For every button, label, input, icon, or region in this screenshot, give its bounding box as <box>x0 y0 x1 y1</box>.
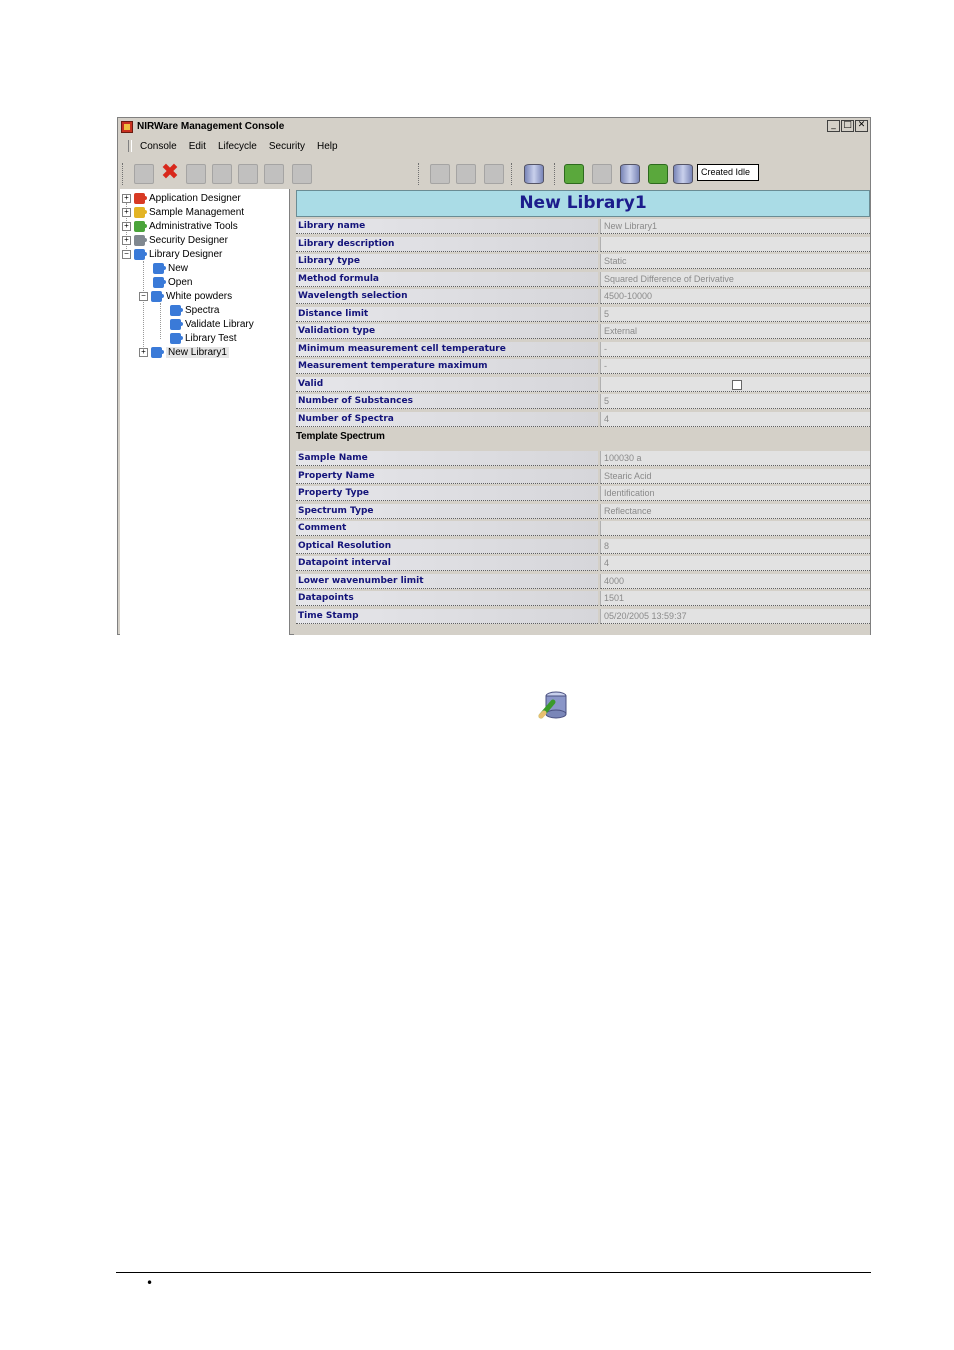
datapoint-interval-field[interactable]: 4 <box>600 556 870 571</box>
property-label: Library description <box>296 237 598 252</box>
menu-bar <box>118 138 870 154</box>
property-label: Property Type <box>296 486 598 501</box>
tree-item-application-designer[interactable] <box>122 191 241 205</box>
property-row <box>296 609 870 625</box>
property-label: Number of Substances <box>296 394 598 409</box>
minimize-button[interactable]: _ <box>827 120 840 132</box>
property-row <box>296 539 870 555</box>
property-label: Datapoints <box>296 591 598 606</box>
property-label: Measurement temperature maximum <box>296 359 598 374</box>
tree-item-validate-library[interactable] <box>170 317 254 331</box>
bullet-marker: • <box>146 1276 154 1290</box>
puzzle-icon <box>134 249 145 260</box>
time-stamp-field[interactable]: 05/20/2005 13:59:37 <box>600 609 870 624</box>
property-row <box>296 394 870 410</box>
expand-icon[interactable]: + <box>139 348 148 357</box>
property-label: Property Name <box>296 469 598 484</box>
property-label: Library type <box>296 254 598 269</box>
tree-item-open[interactable] <box>153 275 192 289</box>
puzzle-icon <box>170 319 181 330</box>
edit-library-icon[interactable] <box>564 164 584 184</box>
tree-line <box>160 303 161 339</box>
window-controls <box>827 120 868 132</box>
property-row <box>296 504 870 520</box>
min-cell-temperature-field[interactable]: - <box>600 342 870 357</box>
close-button[interactable]: ✕ <box>855 120 868 132</box>
puzzle-icon <box>153 263 164 274</box>
valid-checkbox[interactable] <box>732 380 742 390</box>
print-icon[interactable] <box>238 164 258 184</box>
status-indicator: Created Idle <box>697 164 759 181</box>
library-title: New Library1 <box>296 190 870 217</box>
edit-library-icon <box>538 690 570 720</box>
save-icon[interactable] <box>186 164 206 184</box>
property-label: Comment <box>296 521 598 536</box>
puzzle-icon <box>134 221 145 232</box>
tree-item-label: Open <box>168 276 193 288</box>
tree-item-label: New Library1 <box>168 346 227 358</box>
menu-help[interactable]: Help <box>316 140 338 152</box>
delete-icon[interactable]: ✖ <box>160 160 180 185</box>
cut-icon[interactable] <box>430 164 450 184</box>
tree-item-spectra[interactable] <box>170 303 219 317</box>
open-icon[interactable] <box>134 164 154 184</box>
property-row <box>296 307 870 323</box>
property-row <box>296 254 870 270</box>
max-temperature-field[interactable]: - <box>600 359 870 374</box>
tree-item-new[interactable] <box>153 261 188 275</box>
expand-icon[interactable]: + <box>122 236 131 245</box>
library-description-field[interactable] <box>600 237 870 252</box>
menu-lifecycle[interactable]: Lifecycle <box>217 140 257 152</box>
expand-icon[interactable]: + <box>122 208 131 217</box>
property-row <box>296 272 870 288</box>
wavelength-selection-field[interactable]: 4500-10000 <box>600 289 870 304</box>
sample-name-field[interactable]: 100030 a <box>600 451 870 466</box>
method-formula-field[interactable]: Squared Difference of Derivative <box>600 272 870 287</box>
library-detail-panel <box>294 189 870 635</box>
tree-item-label: Security Designer <box>149 234 228 246</box>
tree-item-library-test[interactable] <box>170 331 237 345</box>
puzzle-icon <box>151 291 162 302</box>
property-name-field[interactable]: Stearic Acid <box>600 469 870 484</box>
toolbar <box>118 159 870 187</box>
library-type-field[interactable]: Static <box>600 254 870 269</box>
puzzle-icon <box>170 305 181 316</box>
property-row <box>296 324 870 340</box>
property-row <box>296 556 870 572</box>
property-label: Validation type <box>296 324 598 339</box>
tree-item-white-powders[interactable] <box>139 289 232 303</box>
save-all-icon[interactable] <box>212 164 232 184</box>
footer-divider <box>116 1272 871 1273</box>
property-label: Library name <box>296 219 598 234</box>
tree-item-security-designer[interactable] <box>122 233 228 247</box>
app-icon <box>121 121 133 133</box>
refresh-icon[interactable] <box>264 164 284 184</box>
collapse-icon[interactable]: − <box>122 250 131 259</box>
number-of-spectra-field[interactable]: 4 <box>600 412 870 427</box>
datapoints-field[interactable]: 1501 <box>600 591 870 606</box>
database-icon[interactable] <box>620 164 640 184</box>
tree-item-library-designer[interactable] <box>122 247 222 261</box>
property-row <box>296 359 870 375</box>
distance-limit-field[interactable]: 5 <box>600 307 870 322</box>
property-label: Distance limit <box>296 307 598 322</box>
property-row <box>296 237 870 253</box>
puzzle-icon <box>153 277 164 288</box>
tree-item-label: Administrative Tools <box>149 220 238 232</box>
property-label: Wavelength selection <box>296 289 598 304</box>
property-label: Minimum measurement cell temperature <box>296 342 598 357</box>
toolbar-separator <box>511 163 514 185</box>
property-row <box>296 574 870 590</box>
tree-item-sample-management[interactable] <box>122 205 244 219</box>
property-row <box>296 219 870 235</box>
expand-icon[interactable]: + <box>122 194 131 203</box>
property-row <box>296 486 870 502</box>
toolbar-grip <box>122 163 125 185</box>
properties-icon[interactable] <box>524 164 544 184</box>
navigation-tree <box>120 189 290 635</box>
property-label: Spectrum Type <box>296 504 598 519</box>
property-label: Optical Resolution <box>296 539 598 554</box>
expand-icon[interactable]: + <box>122 222 131 231</box>
property-label: Datapoint interval <box>296 556 598 571</box>
tree-item-label: Sample Management <box>149 206 245 218</box>
paste-icon[interactable] <box>484 164 504 184</box>
management-console-window <box>117 117 871 635</box>
window-title: NIRWare Management Console <box>137 121 285 132</box>
puzzle-icon <box>170 333 181 344</box>
toolbar-separator <box>554 163 557 185</box>
tree-item-label: Spectra <box>185 304 220 316</box>
property-row <box>296 412 870 428</box>
title-bar[interactable] <box>118 118 870 135</box>
tree-item-label: White powders <box>166 290 233 302</box>
property-row <box>296 342 870 358</box>
menu-grip <box>128 140 132 152</box>
number-of-substances-field[interactable]: 5 <box>600 394 870 409</box>
tree-item-administrative-tools[interactable] <box>122 219 238 233</box>
export-icon[interactable] <box>648 164 668 184</box>
property-row <box>296 377 870 393</box>
property-label: Time Stamp <box>296 609 598 624</box>
puzzle-icon <box>134 235 145 246</box>
puzzle-icon <box>151 347 162 358</box>
property-row <box>296 521 870 537</box>
toolbar-separator <box>418 163 421 185</box>
tree-item-label: Library Test <box>185 332 237 344</box>
copy-icon[interactable] <box>456 164 476 184</box>
template-spectrum-heading: Template Spectrum <box>296 431 385 442</box>
property-label: Sample Name <box>296 451 598 466</box>
tree-line <box>143 261 144 353</box>
menu-console[interactable]: Console <box>140 140 177 152</box>
library-copy-icon[interactable] <box>592 164 612 184</box>
menu-edit[interactable]: Edit <box>188 140 206 152</box>
remove-icon[interactable] <box>673 164 693 184</box>
comment-field[interactable] <box>600 521 870 536</box>
valid-field <box>600 377 870 392</box>
validation-type-field[interactable]: External <box>600 324 870 339</box>
property-label: Lower wavenumber limit <box>296 574 598 589</box>
property-label: Valid <box>296 377 598 392</box>
optical-resolution-field[interactable]: 8 <box>600 539 870 554</box>
tree-item-new-library1[interactable] <box>139 345 229 359</box>
spectrum-type-field[interactable]: Reflectance <box>600 504 870 519</box>
tree-item-label: Library Designer <box>149 248 223 260</box>
preview-icon[interactable] <box>292 164 312 184</box>
library-name-field[interactable]: New Library1 <box>600 219 870 234</box>
property-label: Method formula <box>296 272 598 287</box>
tree-item-label: Validate Library <box>185 318 254 330</box>
lower-wavenumber-limit-field[interactable]: 4000 <box>600 574 870 589</box>
property-row <box>296 469 870 485</box>
puzzle-icon <box>134 193 145 204</box>
maximize-button[interactable]: □ <box>841 120 854 132</box>
puzzle-icon <box>134 207 145 218</box>
tree-item-label: New <box>168 262 189 274</box>
property-row <box>296 451 870 467</box>
property-row <box>296 591 870 607</box>
tree-item-label: Application Designer <box>149 192 241 204</box>
property-row <box>296 289 870 305</box>
collapse-icon[interactable]: − <box>139 292 148 301</box>
menu-security[interactable]: Security <box>268 140 305 152</box>
property-label: Number of Spectra <box>296 412 598 427</box>
property-type-field[interactable]: Identification <box>600 486 870 501</box>
